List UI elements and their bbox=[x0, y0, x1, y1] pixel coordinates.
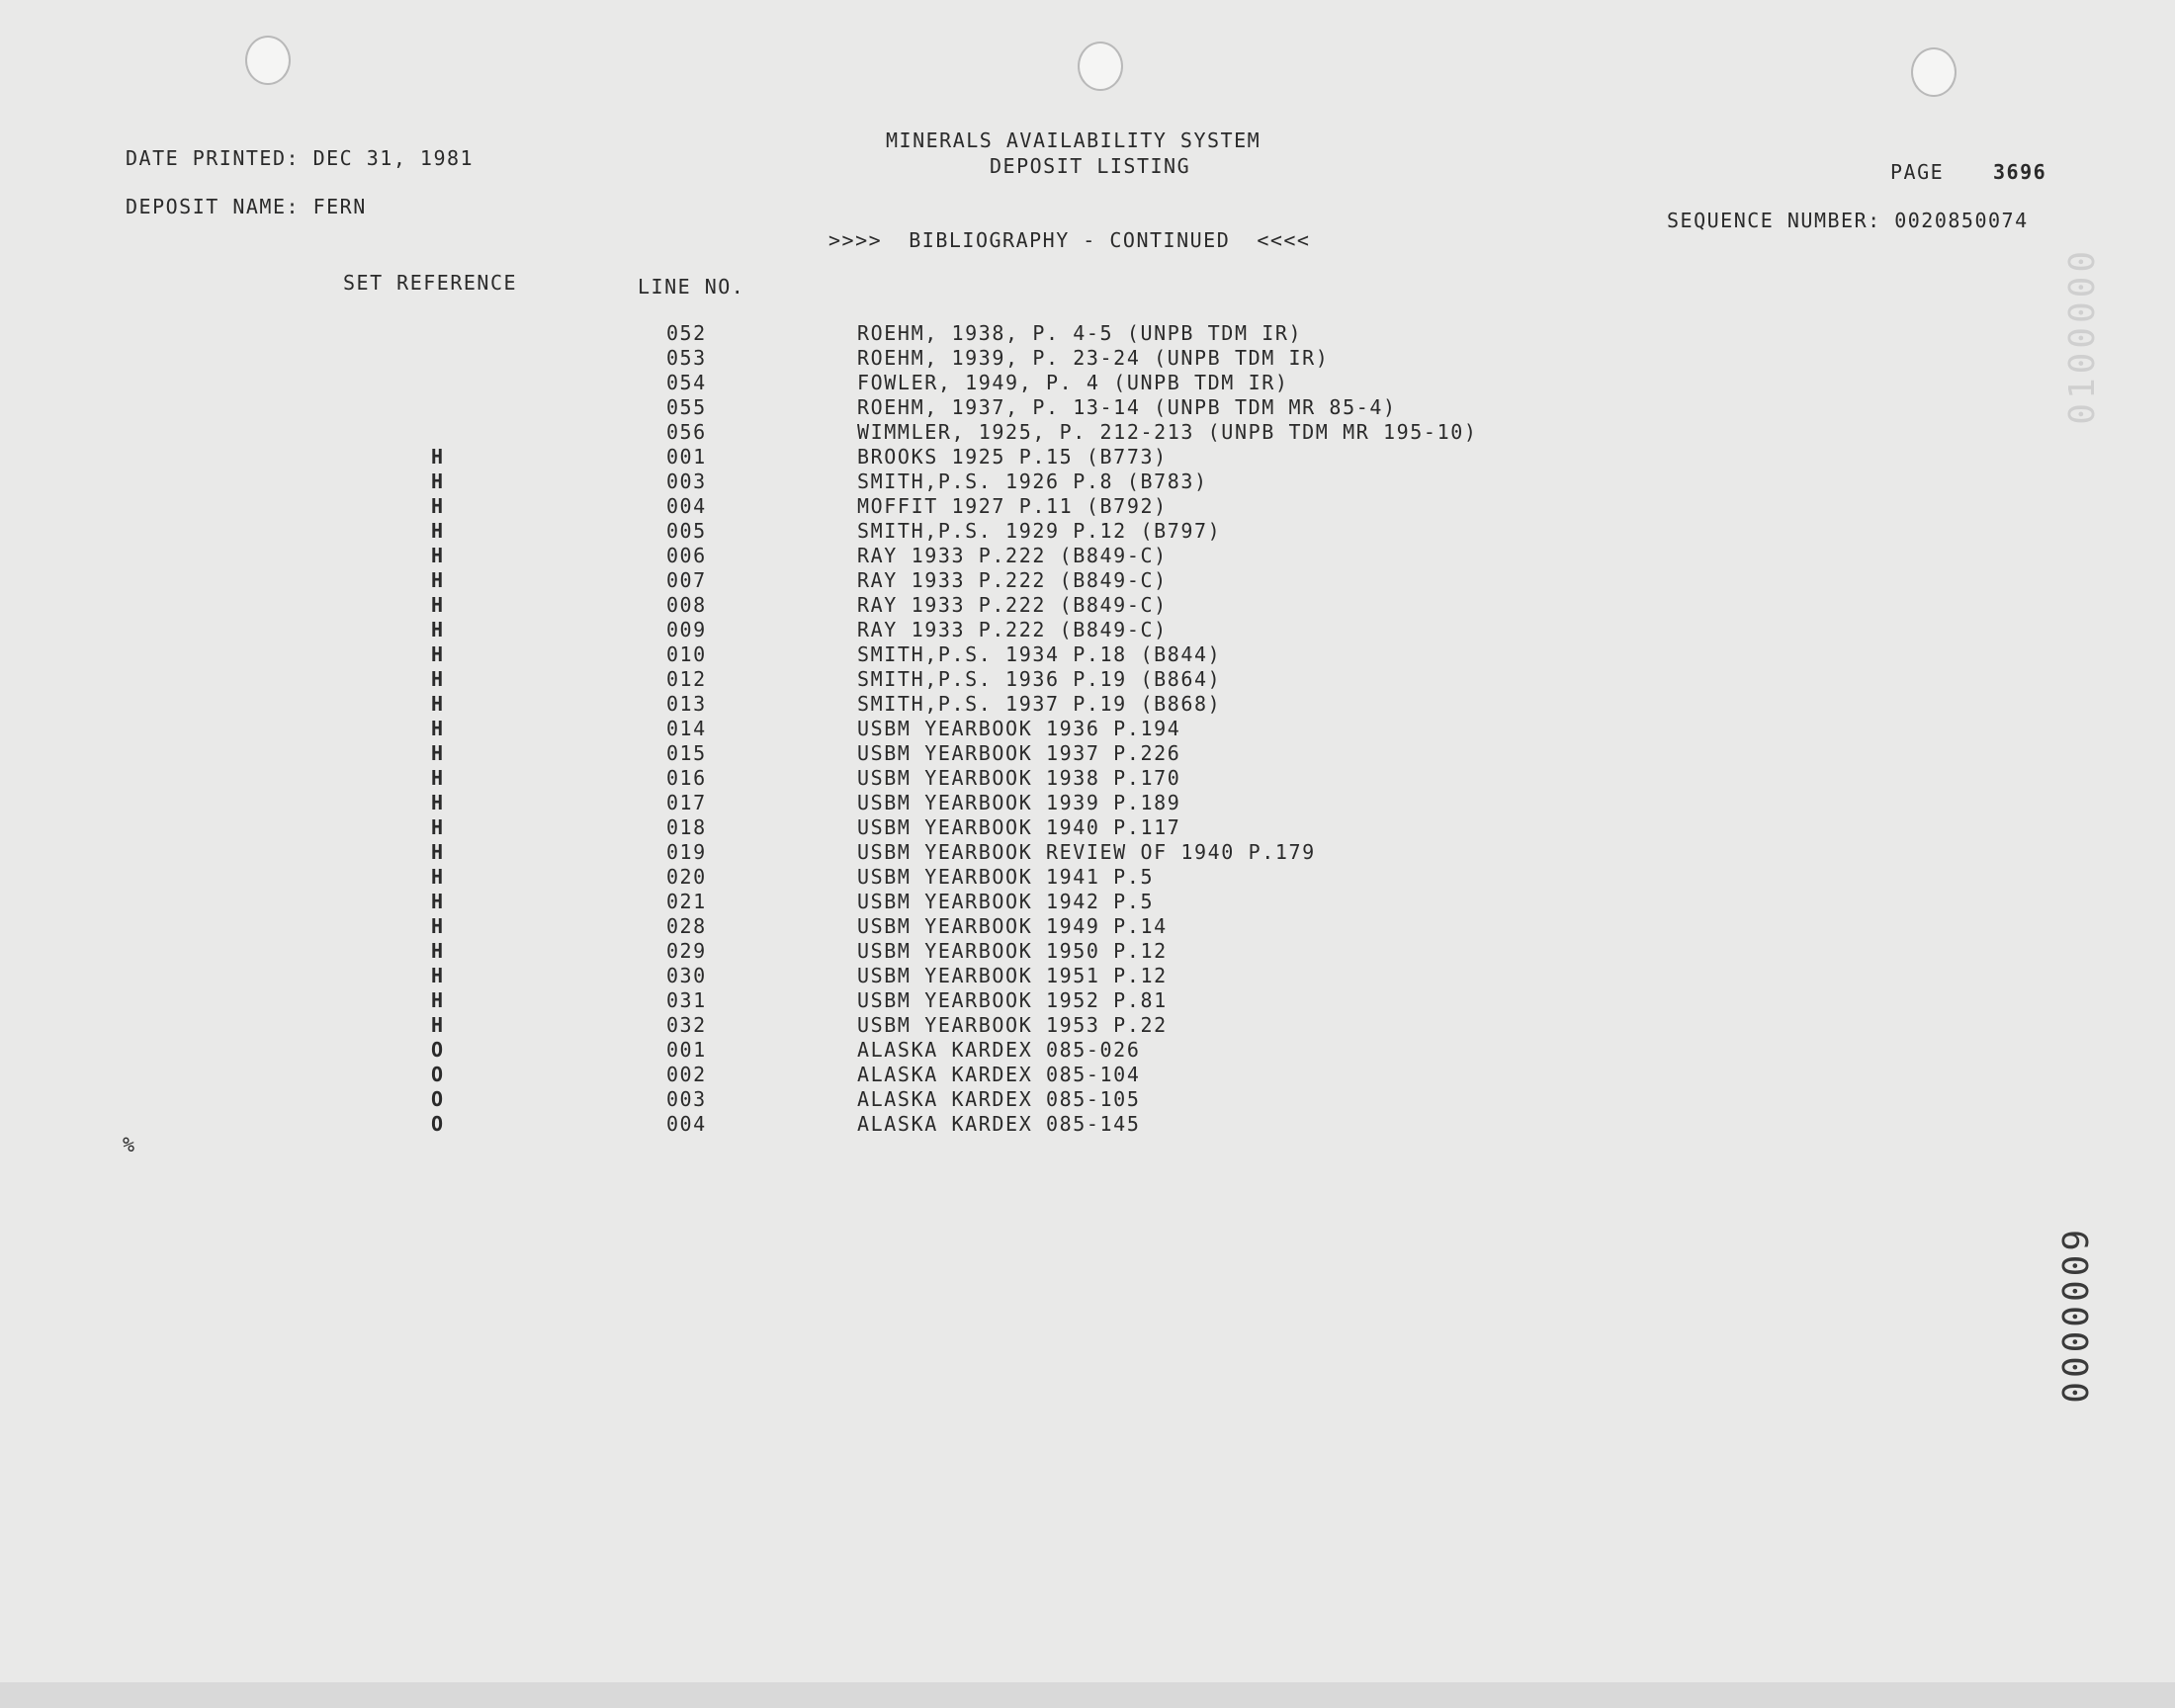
table-row bbox=[0, 321, 1582, 346]
set-reference: H bbox=[430, 914, 444, 938]
bibliography-list bbox=[0, 321, 1582, 1137]
system-title: MINERALS AVAILABILITY SYSTEM bbox=[886, 128, 1262, 152]
line-number: 008 bbox=[666, 593, 707, 617]
bibliography-reference: USBM YEARBOOK 1940 P.117 bbox=[857, 815, 1181, 839]
table-row bbox=[0, 593, 1582, 618]
set-reference: H bbox=[430, 865, 444, 889]
set-reference: H bbox=[430, 667, 444, 691]
bibliography-reference: RAY 1933 P.222 (B849-C) bbox=[857, 618, 1168, 641]
bibliography-reference: MOFFIT 1927 P.11 (B792) bbox=[857, 494, 1168, 518]
column-header-set-reference: SET REFERENCE bbox=[343, 271, 518, 295]
table-row bbox=[0, 914, 1582, 939]
table-row bbox=[0, 717, 1582, 741]
bibliography-reference: USBM YEARBOOK 1937 P.226 bbox=[857, 741, 1181, 765]
line-number: 014 bbox=[666, 717, 707, 740]
line-number: 031 bbox=[666, 988, 707, 1012]
table-row bbox=[0, 815, 1582, 840]
bibliography-reference: ALASKA KARDEX 085-145 bbox=[857, 1112, 1141, 1136]
bibliography-reference: ROEHM, 1938, P. 4-5 (UNPB TDM IR) bbox=[857, 321, 1303, 345]
bibliography-reference: USBM YEARBOOK 1938 P.170 bbox=[857, 766, 1181, 790]
table-row bbox=[0, 1038, 1582, 1063]
table-row bbox=[0, 420, 1582, 445]
bibliography-reference: RAY 1933 P.222 (B849-C) bbox=[857, 568, 1168, 592]
bibliography-reference: ALASKA KARDEX 085-104 bbox=[857, 1063, 1141, 1086]
line-number: 004 bbox=[666, 1112, 707, 1136]
line-number: 028 bbox=[666, 914, 707, 938]
bibliography-reference: USBM YEARBOOK 1939 P.189 bbox=[857, 791, 1181, 814]
line-number: 013 bbox=[666, 692, 707, 716]
table-row bbox=[0, 371, 1582, 395]
set-reference: H bbox=[430, 741, 444, 765]
bibliography-reference: ALASKA KARDEX 085-105 bbox=[857, 1087, 1141, 1111]
line-number: 021 bbox=[666, 890, 707, 913]
table-row bbox=[0, 766, 1582, 791]
table-row bbox=[0, 865, 1582, 890]
line-number: 006 bbox=[666, 544, 707, 567]
table-row bbox=[0, 470, 1582, 494]
line-number: 052 bbox=[666, 321, 707, 345]
set-reference: H bbox=[430, 988, 444, 1012]
line-number: 056 bbox=[666, 420, 707, 444]
bibliography-reference: SMITH,P.S. 1936 P.19 (B864) bbox=[857, 667, 1222, 691]
bibliography-reference: FOWLER, 1949, P. 4 (UNPB TDM IR) bbox=[857, 371, 1289, 394]
table-row bbox=[0, 1112, 1582, 1137]
bibliography-reference: USBM YEARBOOK 1941 P.5 bbox=[857, 865, 1155, 889]
set-reference: H bbox=[430, 791, 444, 814]
line-number: 016 bbox=[666, 766, 707, 790]
bibliography-reference: SMITH,P.S. 1937 P.19 (B868) bbox=[857, 692, 1222, 716]
punch-hole-left bbox=[245, 36, 291, 85]
bibliography-reference: USBM YEARBOOK REVIEW OF 1940 P.179 bbox=[857, 840, 1316, 864]
set-reference: H bbox=[430, 890, 444, 913]
frame-code: 0000009 bbox=[2056, 1226, 2097, 1404]
line-number: 015 bbox=[666, 741, 707, 765]
bibliography-reference: RAY 1933 P.222 (B849-C) bbox=[857, 593, 1168, 617]
set-reference: H bbox=[430, 544, 444, 567]
end-of-listing-mark: % bbox=[123, 1133, 136, 1156]
set-reference: O bbox=[430, 1038, 444, 1062]
line-number: 030 bbox=[666, 964, 707, 987]
listing-title: DEPOSIT LISTING bbox=[990, 154, 1191, 178]
bibliography-reference: SMITH,P.S. 1934 P.18 (B844) bbox=[857, 642, 1222, 666]
line-number: 007 bbox=[666, 568, 707, 592]
set-reference: H bbox=[430, 494, 444, 518]
line-number: 019 bbox=[666, 840, 707, 864]
set-reference: H bbox=[430, 618, 444, 641]
line-number: 002 bbox=[666, 1063, 707, 1086]
set-reference: O bbox=[430, 1112, 444, 1136]
table-row bbox=[0, 1087, 1582, 1112]
table-row bbox=[0, 519, 1582, 544]
line-number: 009 bbox=[666, 618, 707, 641]
line-number: 029 bbox=[666, 939, 707, 963]
line-number: 054 bbox=[666, 371, 707, 394]
set-reference: O bbox=[430, 1063, 444, 1086]
table-row bbox=[0, 618, 1582, 642]
set-reference: H bbox=[430, 766, 444, 790]
bibliography-reference: USBM YEARBOOK 1952 P.81 bbox=[857, 988, 1168, 1012]
table-row bbox=[0, 692, 1582, 717]
faint-frame-code: 0100000 bbox=[2062, 247, 2103, 425]
line-number: 010 bbox=[666, 642, 707, 666]
table-row bbox=[0, 346, 1582, 371]
set-reference: H bbox=[430, 470, 444, 493]
deposit-name: DEPOSIT NAME: FERN bbox=[126, 195, 367, 218]
table-row bbox=[0, 791, 1582, 815]
section-title: >>>> BIBLIOGRAPHY - CONTINUED <<<< bbox=[828, 228, 1311, 252]
line-number: 001 bbox=[666, 445, 707, 469]
set-reference: H bbox=[430, 1013, 444, 1037]
line-number: 004 bbox=[666, 494, 707, 518]
table-row bbox=[0, 568, 1582, 593]
bibliography-reference: USBM YEARBOOK 1936 P.194 bbox=[857, 717, 1181, 740]
date-printed: DATE PRINTED: DEC 31, 1981 bbox=[126, 146, 475, 170]
punch-hole-center bbox=[1078, 42, 1123, 91]
bibliography-reference: SMITH,P.S. 1926 P.8 (B783) bbox=[857, 470, 1208, 493]
set-reference: H bbox=[430, 445, 444, 469]
table-row bbox=[0, 890, 1582, 914]
bibliography-reference: BROOKS 1925 P.15 (B773) bbox=[857, 445, 1168, 469]
set-reference: H bbox=[430, 840, 444, 864]
bibliography-reference: USBM YEARBOOK 1951 P.12 bbox=[857, 964, 1168, 987]
set-reference: H bbox=[430, 642, 444, 666]
bibliography-reference: RAY 1933 P.222 (B849-C) bbox=[857, 544, 1168, 567]
line-number: 003 bbox=[666, 470, 707, 493]
bibliography-reference: ROEHM, 1937, P. 13-14 (UNPB TDM MR 85-4) bbox=[857, 395, 1397, 419]
set-reference: H bbox=[430, 939, 444, 963]
line-number: 017 bbox=[666, 791, 707, 814]
page-number: 3696 bbox=[1993, 160, 2047, 184]
bibliography-reference: WIMMLER, 1925, P. 212-213 (UNPB TDM MR 195-10) bbox=[857, 420, 1478, 444]
punch-hole-right bbox=[1911, 47, 1957, 97]
table-row bbox=[0, 395, 1582, 420]
table-row bbox=[0, 840, 1582, 865]
table-row bbox=[0, 642, 1582, 667]
bibliography-reference: USBM YEARBOOK 1949 P.14 bbox=[857, 914, 1168, 938]
table-row bbox=[0, 445, 1582, 470]
line-number: 001 bbox=[666, 1038, 707, 1062]
set-reference: H bbox=[430, 593, 444, 617]
line-number: 020 bbox=[666, 865, 707, 889]
table-row bbox=[0, 741, 1582, 766]
line-number: 018 bbox=[666, 815, 707, 839]
bibliography-reference: USBM YEARBOOK 1950 P.12 bbox=[857, 939, 1168, 963]
table-row bbox=[0, 544, 1582, 568]
table-row bbox=[0, 939, 1582, 964]
column-header-line-no: LINE NO. bbox=[638, 275, 745, 299]
bibliography-reference: SMITH,P.S. 1929 P.12 (B797) bbox=[857, 519, 1222, 543]
bibliography-reference: ALASKA KARDEX 085-026 bbox=[857, 1038, 1141, 1062]
set-reference: O bbox=[430, 1087, 444, 1111]
table-row bbox=[0, 964, 1582, 988]
line-number: 053 bbox=[666, 346, 707, 370]
set-reference: H bbox=[430, 964, 444, 987]
bibliography-reference: USBM YEARBOOK 1942 P.5 bbox=[857, 890, 1155, 913]
sequence-number: SEQUENCE NUMBER: 0020850074 bbox=[1667, 209, 2029, 232]
line-number: 032 bbox=[666, 1013, 707, 1037]
set-reference: H bbox=[430, 717, 444, 740]
page-label: PAGE bbox=[1890, 160, 1945, 184]
line-number: 005 bbox=[666, 519, 707, 543]
line-number: 012 bbox=[666, 667, 707, 691]
line-number: 003 bbox=[666, 1087, 707, 1111]
set-reference: H bbox=[430, 815, 444, 839]
set-reference: H bbox=[430, 519, 444, 543]
table-row bbox=[0, 1063, 1582, 1087]
bibliography-reference: USBM YEARBOOK 1953 P.22 bbox=[857, 1013, 1168, 1037]
line-number: 055 bbox=[666, 395, 707, 419]
table-row bbox=[0, 494, 1582, 519]
set-reference: H bbox=[430, 692, 444, 716]
table-row bbox=[0, 667, 1582, 692]
bibliography-reference: ROEHM, 1939, P. 23-24 (UNPB TDM IR) bbox=[857, 346, 1330, 370]
table-row bbox=[0, 1013, 1582, 1038]
set-reference: H bbox=[430, 568, 444, 592]
table-row bbox=[0, 988, 1582, 1013]
